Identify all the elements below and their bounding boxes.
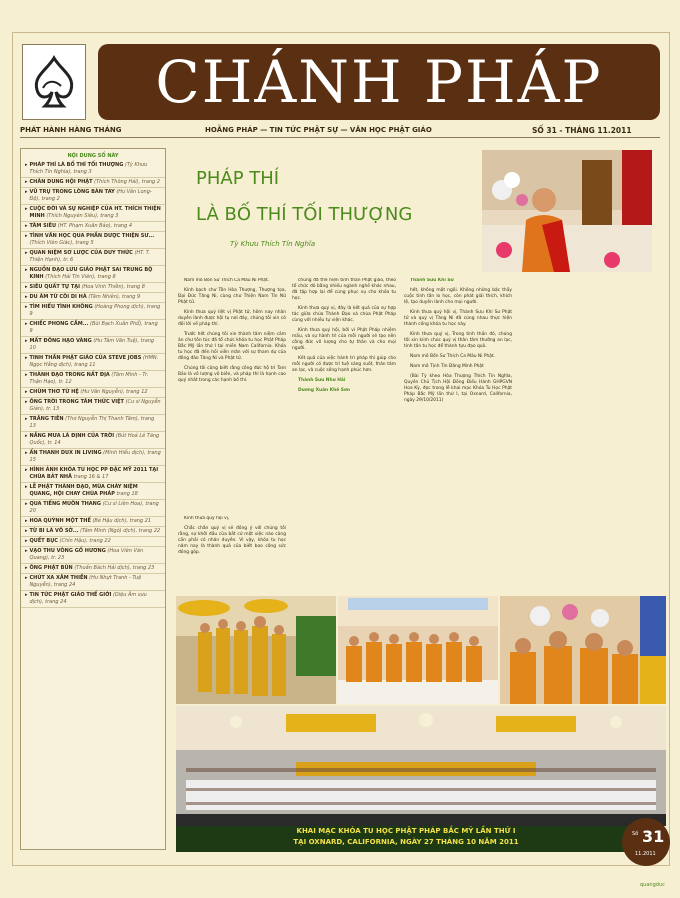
spade-logo-icon [29, 54, 79, 110]
toc-item-title: CHÂN DUNG HỘI PHẬT [29, 179, 93, 185]
toc-item-source: (Diệu Âm sưu dịch), trang 24 [29, 592, 147, 605]
bullet-icon: ▸ [25, 548, 28, 554]
article-paragraph: Kính thưa quý vị, Trong tinh thần đó, chúng tôi xin kính chúc quý vị thân tâm thường an lạc, tinh tấn tu học để thành tựu đạo quả. [404, 332, 512, 349]
toc-item-title: SIÊU QUẤT TỰ TẠI [29, 284, 80, 290]
toc-item[interactable] [21, 517, 165, 527]
article-paragraph: Kết quả của việc hành trì pháp thí giúp cho mỗi người có được trí tuệ sáng suốt, thân tâm an lạc, và cuộc sống hạnh phúc hơn. [292, 356, 396, 373]
bullet-icon: ▸ [25, 321, 28, 327]
masthead-title: CHÁNH PHÁP [155, 48, 603, 116]
toc-item[interactable] [21, 537, 165, 547]
bullet-icon: ▸ [25, 450, 28, 456]
toc-item[interactable] [21, 161, 165, 178]
toc-item-title: HÌNH ẢNH KHÓA TU HỌC PP ĐẶC MỸ 2011 TẠI CHÙA BẢT NHÃ [29, 467, 159, 480]
toc-item-source: (Bé Hậu dịch), trang 21 [92, 518, 152, 524]
article-paragraph: Kính thưa quý hội vị, [184, 516, 230, 521]
toc-item-source: (Hoa Vinh Thiền), trang 8 [81, 284, 145, 290]
issue-date: 11.2011 [635, 851, 656, 857]
logo [22, 44, 86, 120]
photo-caption-line2: TẠI OXNARD, CALIFORNIA, NGÀY 27 THÁNG 10 NĂM 2011 [293, 838, 519, 846]
issue-badge-prefix: Số [632, 831, 639, 837]
toc-item-title: TIN TỨC PHẬT GIÁO THẾ GIỚI [29, 592, 112, 598]
article-paragraph: Chắc chắn quý vị sẽ đồng ý với chúng tôi rằng, sự khởi đầu của bất cứ một việc nào cũng cần phải có nhân duyên. Vì vậy, khóa tu học năm nay là thành quả của biết bao công sức đóng góp. [178, 526, 286, 555]
toc-item-source: (Hư Vân Nguyễn), trang 12 [80, 389, 148, 395]
toc-item-title: CHÙM THƠ TỪ HỆ [29, 389, 79, 395]
toc-item[interactable] [21, 483, 165, 500]
masthead [98, 44, 660, 120]
toc-item[interactable] [21, 178, 165, 188]
toc-item-source: (Tâm Nhiên), trang 9 [88, 294, 141, 300]
toc-item[interactable] [21, 249, 165, 266]
toc-item-source: (Thuấn Bách Hải dịch), trang 23 [74, 565, 155, 571]
toc-item-source: (HT. T. Thiện Hạnh), tr. 6 [29, 250, 150, 263]
toc-item-title: VŨ TRỤ TRONG LÒNG BÀN TAY [29, 189, 115, 195]
toc-item-source: (Chín Hậu), trang 22 [59, 538, 111, 544]
monks-ceremony-photo [500, 596, 666, 704]
subheader-divider [20, 137, 660, 138]
article-paragraph: hết, không một ngôi. Không những bậc thầy cuộc tinh tấn lo học, còn phát giải thích, khích lệ, tạo duyên lành cho mọi người. [404, 288, 512, 305]
toc-item-title: QUẾT BỤC [29, 538, 58, 544]
toc-item-title: VẠO THU VÒNG GỐ HƯƠNG [29, 548, 106, 554]
toc-list [21, 161, 165, 608]
toc-item[interactable] [21, 266, 165, 283]
toc-title: NỘI DUNG SỐ NÀY [67, 153, 119, 159]
bullet-icon: ▸ [25, 223, 28, 229]
photo-caption [176, 826, 639, 852]
bullet-icon: ▸ [25, 538, 28, 544]
bullet-icon: ▸ [25, 372, 28, 378]
article-paragraph: chúng đã thể hiện tinh thần Phật giáo, theo tổ chức đó bằng nhiều ngành nghề khác nhau, đã tập hợp lại để cùng phục vụ cho khóa tu học. [292, 278, 396, 301]
toc-item-title: NẮNG MƯA LÀ ĐỊNH CỦA TRỜI [29, 433, 115, 439]
toc-item-title: TINH THẦN PHẬT GIÁO CỦA STEVE JOBS [29, 355, 142, 361]
toc-item[interactable] [21, 466, 165, 483]
toc-item-source: (Thích Nguyên Siêu), trang 3 [46, 213, 119, 219]
toc-item[interactable] [21, 500, 165, 517]
toc-item[interactable] [21, 222, 165, 232]
toc-item-title: QUA TIẾNG MUÔN THANG [29, 501, 101, 507]
toc-item-title: CHÚT XA XĂM THIỀN [29, 575, 88, 581]
article-title-line1: PHÁP THÍ [196, 168, 280, 189]
toc-item-source: (Hoàng Phong dịch), trang 9 [29, 304, 161, 317]
issue-number: 31 [642, 827, 665, 846]
toc-item[interactable] [21, 547, 165, 564]
toc-item[interactable] [21, 303, 165, 320]
toc-item-title: MẤT ĐÔNG HẠO VÀNG [29, 338, 92, 344]
bullet-icon: ▸ [25, 433, 28, 439]
bullet-icon: ▸ [25, 389, 28, 395]
toc-item[interactable] [21, 432, 165, 449]
toc-item-source: (Tâm Minh - Tr. Thận Hạo), tr. 12 [29, 372, 149, 385]
bullet-icon: ▸ [25, 528, 28, 534]
toc-item-source: (HT. Phạm Xuân Bảo), trang 4 [57, 223, 133, 229]
toc-item-source: (Thích Hải Tín Viên), trang 8 [45, 274, 116, 280]
toc-item-source: (Cư sĩ Nguyễn Giản), tr. 13 [29, 399, 161, 412]
subheader-left: PHÁT HÀNH HÀNG THÁNG [20, 126, 122, 134]
toc-item-title: CHIẾC PHONG CẦM... [29, 321, 89, 327]
bullet-icon: ▸ [25, 399, 28, 405]
article-paragraph: Nam mô Bổn Sư Thích Ca Mâu Ni Phật. [184, 278, 270, 283]
toc-item-title: QUAN NIỆM SƠ LƯỢC CỦA DUY THỨC [29, 250, 133, 256]
toc-item-title: CUỘC ĐỜI VÀ SỰ NGHIỆP CỦA HT. THÍCH THIỆN MINH [29, 206, 161, 219]
toc-item[interactable] [21, 293, 165, 303]
bullet-icon: ▸ [25, 233, 28, 239]
bullet-icon: ▸ [25, 518, 28, 524]
toc-item-source: trang 16 & 17 [73, 474, 109, 480]
article-paragraph: Trước hết chúng tôi xin thành tâm niệm cảm ân chư tôn túc đã tổ chức khóa tu học Phật Pháp Bắc Mỹ lần thứ I tại miền Nam California. Khóa tu học đã đến hồi viên mãn với sự tham dự của đông đảo Tăng Ni và Phật tử. [178, 332, 286, 361]
article-column-2 [292, 278, 396, 594]
toc-item-title: PHÁP THÍ LÀ BỐ THÍ TỐI THƯỢNG [29, 162, 124, 168]
toc-item[interactable] [21, 283, 165, 293]
article-paragraph: Nam mô Tịnh Tín Đăng Minh Phật [410, 364, 484, 369]
toc-item-title: DU ÂM TỪ CÕI DI HÀ [29, 294, 87, 300]
toc-item[interactable] [21, 232, 165, 249]
toc-item[interactable] [21, 388, 165, 398]
issue-badge [622, 818, 670, 866]
toc-item-source: (Thơ Nguyễn Thị Thanh Tâm), trang 13 [29, 416, 155, 429]
subheader-center: HOẰNG PHÁP — TIN TỨC PHẬT SỰ — VĂN HỌC PHẬT GIÁO [205, 126, 432, 134]
footer-credit: quangduc [640, 882, 665, 888]
toc-item-title: TÌNH VĂN HỌC QUA PHẦN DƯỢC THIỆN SƯ... [29, 233, 155, 239]
article-link-2[interactable]: Dương Xuân Khê Sơn [298, 388, 351, 393]
toc-item-source: (Hư Nhựt Tranh - Tuệ Nguyễn), trang 24 [29, 575, 142, 588]
toc-item[interactable] [21, 574, 165, 591]
article-author: Tỳ Khưu Thích Tín Nghĩa [230, 240, 316, 248]
toc-item-title: TÂM SIÊU [29, 223, 57, 229]
toc-item-source: (Tỳ Khưu Thích Tín Nghĩa), trang 3 [29, 162, 148, 175]
toc-item-source: (Tâm Minh (Ngô) dịch), trang 22 [80, 528, 161, 534]
toc-item[interactable] [21, 354, 165, 371]
bullet-icon: ▸ [25, 206, 28, 212]
article-column-3 [404, 278, 512, 594]
article-link-3[interactable]: Thành Sưu Khí Sư [410, 278, 454, 283]
bullet-icon: ▸ [25, 575, 28, 581]
toc-item-source: (Hư Vân Long-Độ), trang 2 [29, 189, 152, 202]
toc-item[interactable] [21, 415, 165, 432]
toc-item-title: ÔNG PHẬT BÚN [29, 565, 73, 571]
article-paragraph: Kính bạch chư Tôn Hòa Thượng, Thượng tọa, Đại Đức Tăng Ni, cùng chư Thiện Nam Tín Nữ Phật tử. [178, 288, 286, 305]
toc-item-source: (Bút Hoả Lê Tăng Quốc), tr. 14 [29, 433, 160, 446]
monks-seated-photo [338, 596, 498, 704]
bullet-icon: ▸ [25, 284, 28, 290]
bullet-icon: ▸ [25, 267, 28, 273]
toc-item[interactable] [21, 564, 165, 574]
bullet-icon: ▸ [25, 304, 28, 310]
toc-item-source: (HMN. Ngọc Hằng dịch), trang 11 [29, 355, 159, 368]
toc-item-title: ÔNG TRỜI TRONG TÂM THỨC VIỆT [29, 399, 124, 405]
toc-item[interactable] [21, 449, 165, 466]
toc-item-title: NGUỒN ĐẠO LƯU GIÁO PHẬT SAI TRUNG BỘ KINH [29, 267, 153, 280]
bullet-icon: ▸ [25, 179, 28, 185]
toc-item-source: (Bùi Bạch Xuân Phổ), trang 9 [29, 321, 158, 334]
toc-item[interactable] [21, 371, 165, 388]
article-column-1 [178, 278, 286, 516]
bullet-icon: ▸ [25, 565, 28, 571]
toc-item-source: (Minh Hiếu dịch), trang 15 [29, 450, 161, 463]
bullet-icon: ▸ [25, 338, 28, 344]
toc-item-source: (Hư Tâm Vân Tuệ), trang 10 [29, 338, 155, 351]
bullet-icon: ▸ [25, 484, 28, 490]
article-link-1[interactable]: Thành Sưu Như Hải [298, 378, 346, 383]
table-of-contents [20, 148, 166, 850]
article-column-1b [178, 516, 286, 596]
bullet-icon: ▸ [25, 355, 28, 361]
article-paragraph: Chúng tôi cũng biết rằng công đức hộ trì Tam Bảo là vô lượng vô biên, và pháp thí là hạnh cao quý nhất trong các hạnh bố thí. [178, 366, 286, 383]
toc-item-source: trang 18 [116, 491, 138, 497]
toc-item-title: HOA QUỲNH MỘT THẾ [29, 518, 91, 524]
bullet-icon: ▸ [25, 467, 28, 473]
toc-item-source: (Thích Thông Hải), trang 2 [94, 179, 160, 185]
bullet-icon: ▸ [25, 162, 28, 168]
toc-item[interactable] [21, 591, 165, 608]
article-paragraph: Kính thưa quý hội vị, Thành Sưu Khí Sư Phật tử và quý vị Tăng Ni đã cùng nhau thực hiện thành công khóa tu học này. [404, 310, 512, 327]
monks-procession-photo [176, 596, 336, 704]
toc-item[interactable] [21, 320, 165, 337]
article-title-line2: LÀ BỐ THÍ TỐI THƯỢNG [196, 204, 413, 225]
article-paragraph: Kính thưa quý liệt vị Phật tử, hôm nay nhân duyên lành được hội tụ nơi đây, chúng tôi xin có đôi lời về pháp thí. [178, 310, 286, 327]
subheader-right: SỐ 31 - THÁNG 11.2011 [532, 126, 632, 135]
bullet-icon: ▸ [25, 416, 28, 422]
toc-item-title: ẨN THANH DUX IN LIVING [29, 450, 102, 456]
toc-item[interactable] [21, 205, 165, 222]
toc-item[interactable] [21, 527, 165, 537]
article-paragraph: Nam mô Bổn Sư Thích Ca Mâu Ni Phật. [410, 354, 496, 359]
monk-speaking-photo [482, 150, 652, 272]
bullet-icon: ▸ [25, 250, 28, 256]
toc-item-source: (Cư sĩ Liên Hoa), trang 20 [29, 501, 159, 514]
toc-item-title: LỄ PHẬT THÀNH ĐẠO, MÙA CHÁY NIỆM QUANG, HỘI CHAY CHÙA PHÁP [29, 484, 138, 497]
toc-item-source: (Hoa Viên Văn Quang), tr. 23 [29, 548, 144, 561]
bullet-icon: ▸ [25, 294, 28, 300]
bullet-icon: ▸ [25, 592, 28, 598]
article-paragraph: (Bài Tỳ kheo Hòa Thượng Thích Tín Nghĩa, Quyền Chủ Tịch Hội Đồng Điều Hành GHPGVN Hoa Kỳ, đọc trong lễ khai mạc Khóa Tu Học Phật Pháp Bắc Mỹ lần thứ I, tại Oxnard, California, ngày 29/10/2011) [404, 374, 512, 403]
toc-item[interactable] [21, 337, 165, 354]
toc-item-title: THÀNH ĐẠO TRONG NẤT ĐỊA [29, 372, 110, 378]
bullet-icon: ▸ [25, 501, 28, 507]
toc-item[interactable] [21, 188, 165, 205]
toc-item-source: (Thích Viên Giác), trang 5 [29, 240, 94, 246]
toc-item-title: TRĂNG TIÊN [29, 416, 64, 422]
article-paragraph: Kính thưa quý vị, đây là kết quả của sự hợp tác giữa chùa Thành Đạo và chùa Phật Pháp cùng với nhiều tự viện khác. [292, 306, 396, 323]
toc-item[interactable] [21, 398, 165, 415]
toc-item-title: TỪ BI LÀ VÔ SỞ... [29, 528, 79, 534]
toc-item-title: TÌM HIỂU TÌNH KHÔNG [29, 304, 93, 310]
photo-caption-line1: KHAI MẠC KHÓA TU HỌC PHẬT PHÁP BẮC MỸ LẦN THỨ I [296, 827, 516, 835]
group-assembly-photo [176, 706, 666, 826]
article-paragraph: Kính thưa quý hội, bởi vì Phật Pháp nhiệm mầu, và sự hành trì của mỗi người sẽ tạo nên công đức vô lượng cho tự thân và cho mọi người. [292, 328, 396, 351]
bullet-icon: ▸ [25, 189, 28, 195]
